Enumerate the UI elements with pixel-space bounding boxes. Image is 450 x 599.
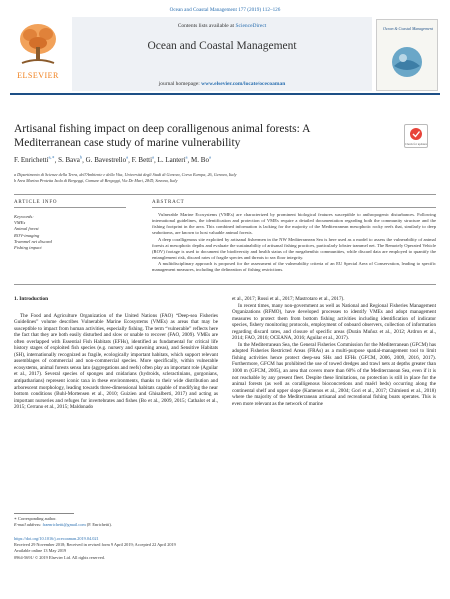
keywords-label: Keywords: bbox=[14, 214, 34, 219]
publisher-name: ELSEVIER bbox=[17, 71, 59, 80]
received-dates: Received 29 November 2018; Received in revised form 9 April 2019; Accepted 22 April 2019 bbox=[14, 542, 176, 548]
abstract-heading: ABSTRACT bbox=[152, 200, 185, 205]
available-online: Available online 13 May 2019 bbox=[14, 548, 67, 554]
author[interactable]: F. Betti$^a$ bbox=[131, 155, 155, 165]
keyword: VMEs bbox=[14, 220, 26, 226]
doi-link[interactable]: https://doi.org/10.1016/j.ocecoaman.2019.04.021 bbox=[14, 536, 99, 541]
keyword: ROV-imaging bbox=[14, 232, 40, 238]
contents-line bbox=[72, 23, 372, 29]
affiliation-b: b Area Marina Protetta Isola di Bergeggi, Comune di Bergeggi, Via De Mari, 28/D, Savona, Italy bbox=[14, 178, 178, 183]
corresponding-author-note: ∗ Corresponding author. bbox=[14, 516, 57, 521]
article-info-heading: ARTICLE INFO bbox=[14, 200, 58, 205]
keyword: Fishing impact bbox=[14, 245, 42, 251]
author-list: F. Enrichetti$^{a,∗}$, S. Bava$^b$, G. Bavestrello$^a$, F. Betti$^a$, L. Lanteri$^a$, M. Bo$^a$ bbox=[14, 155, 211, 165]
email-link[interactable]: fraenrichetti@gmail.com bbox=[42, 522, 86, 527]
author[interactable]: F. Enrichetti$^{a,∗}$ bbox=[14, 155, 55, 165]
author[interactable]: S. Bava$^b$ bbox=[58, 155, 83, 165]
check-updates-label: Check for updates bbox=[405, 142, 427, 146]
cover-title: Ocean & Coastal Management bbox=[383, 26, 433, 31]
contents-prefix: Contents lists available at bbox=[177, 23, 236, 29]
journal-homepage bbox=[72, 81, 372, 87]
journal-cover-thumbnail bbox=[376, 19, 438, 91]
cover-art-icon bbox=[389, 44, 425, 80]
keyword: Animal forest bbox=[14, 226, 39, 232]
author[interactable]: M. Bo$^a$ bbox=[191, 155, 211, 165]
body-paragraph: In the Mediterranean Sea, the General Fisheries Commission for the Mediterranean (GFCM) has adopted Fisheries Restricted Areas (FRAs) as a multi-purpose spatial-management tool to limit fishing activities hence protect deep-sea SHs and EFHs (GFCM, 2006, 2009, 2016, 2017). Furthermore, GFCM has prohibited the use of towed dredges and trawl nets at depths greater than 1000 m (GFCM, 2005), an area that covers more than 60% of the Mediterranean Sea, even if it is not reachable by any present fleet. Despite these limitations, no protection is still in place for the animal forests (as well as coralligenous bioconcretions and maërl beds) occurring along the continental shelf and upper slope (Kamenos et al., 2004; Gori et al., 2017; Chimienti et al., 2018) where the majority of the Mediterranean artisanal and recreational fishing boats operates. This is even more relevant as the network of marine bbox=[232, 341, 436, 407]
keyword: Trammel net discard bbox=[14, 238, 52, 244]
divider bbox=[152, 207, 436, 208]
divider bbox=[14, 194, 436, 195]
abstract-paragraph: A deep coralligenous site exploited by artisanal fishermen in the NW Mediterranean Sea is here used as a model to assess the vulnerability of animal forests at mesophotic depths and evaluate the sustainability of artisanal fishing practices, particularly lobster trammel net. The Remotely Operated Vehicle (ROV) footage is used to document the biodiversity and health status of the megabenthic communities, while discard data are employed to quantify the entanglement risk, discard rates of fragile species and threats to sea floor integrity. bbox=[152, 236, 436, 261]
body-paragraph: The Food and Agriculture Organization of the United Nations (FAO) “Deep-sea Fisheries Guidelines” volume describes Vulnerable Marine Ecosystems (VMEs) as areas that may be susceptible to impact from human activities, especially fishing. The term “vulnerable” reflects here the fact that they are both easily disturbed and slow or unable to recover (FAO, 2009). VMEs are often overlapped with Essential Fish Habitats (EFHs), identified as fundamental for critical life history stages of exploited fish species (e.g. nursery and spawning areas), and Sensitive Habitats (SH), internationally recognized as fragile, ecologically important habitats, which support relevant assemblages of commercial and non-commercial species. More specifically, within vulnerable ecosystems, animal forests sensu lato (aggregations and reefs) often play an important role (Aguilar et al., 2017). Several species of sponges and cnidarians (hydroids, scleractinians, gorgonians, antipatharians) represent iconic taxa in these environments, thanks to their wide distribution and arborescent morphology, leading towards three-dimensional habitats capable of modifying the near bottom conditions (Buhl-Mortensen et al., 2010; Guizien and Ghisalberti, 2017) and acting as important nurseries and refuges for invertebrates and fishes (Bo et al., 2009, 2015; Cathalot et al., 2015; Cerrano et al., 2015; Maldonado bbox=[14, 312, 218, 411]
abstract-paragraph: A multidisciplinary approach is proposed for the assessment of the vulnerability criteria of an EU Special Area of Conservation, leading to specific management measures, including the delineation of fishing restrictions. bbox=[152, 261, 436, 273]
body-paragraph: In recent times, many non-government as well as National and Regional Fisheries Management Organizations (RFMO), have developed processes to identify VMEs and adopt management measures to protect them from bottom fishing activities including identification of indicator species, fishery monitoring protocols, employment of onboard observers, collection of information regarding discard rates, and closure of specific areas (Durán Muñoz et al., 2012; Ardron et al., 2014; FAO, 2016; OCEANA, 2016; Aguilar et al., 2017). bbox=[232, 302, 436, 342]
divider bbox=[14, 284, 436, 285]
journal-banner bbox=[72, 17, 372, 91]
email-line: E-mail address: fraenrichetti@gmail.com (F. Enrichetti). bbox=[14, 522, 112, 527]
homepage-prefix: journal homepage: bbox=[158, 81, 202, 87]
journal-reference[interactable]: Ocean and Coastal Management 177 (2019) 112–126 bbox=[169, 7, 281, 13]
elsevier-tree-icon bbox=[16, 21, 60, 67]
footnote bbox=[14, 516, 112, 528]
author[interactable]: L. Lanteri$^a$ bbox=[157, 155, 188, 165]
publication-info bbox=[14, 536, 176, 561]
article-title: Artisanal fishing impact on deep coralligenous animal forests: A Mediterranean case study of marine vulnerability bbox=[14, 123, 310, 149]
body-paragraph: et al., 2017; Rossi et al., 2017; Mastrotaro et al., 2017). bbox=[232, 296, 345, 302]
check-for-updates-badge[interactable] bbox=[404, 124, 428, 148]
section-heading-introduction: 1. Introduction bbox=[14, 296, 49, 302]
affiliation-a: a Dipartimento di Scienze della Terra, dell'Ambiente e della Vita, Università degli Studi di Genova, Corso Europa, 26, Genova, Italy bbox=[14, 172, 237, 177]
footnote-divider bbox=[14, 513, 74, 514]
check-updates-icon bbox=[405, 126, 427, 142]
abstract-paragraph: Vulnerable Marine Ecosystems (VMEs) are characterized by prominent biological features susceptible to anthropogenic disturbances. Following international guidelines, the identification and protection of VMEs require a detailed documentation regarding both the community structure and the fishing footprint in the area. This combined information is lacking for the majority of the Mediterranean mesophotic rocky reefs that, similarly to deep seabottoms, are known to host valuable animal forests. bbox=[152, 212, 436, 236]
sciencedirect-link[interactable]: ScienceDirect bbox=[235, 23, 267, 29]
abstract-text bbox=[152, 212, 436, 274]
divider bbox=[14, 207, 126, 208]
author[interactable]: G. Bavestrello$^a$ bbox=[85, 155, 129, 165]
copyright: 0964-5691/ © 2019 Elsevier Ltd. All rights reserved. bbox=[14, 554, 105, 560]
homepage-link[interactable]: www.elsevier.com/locate/ocecoaman bbox=[201, 81, 286, 87]
elsevier-logo bbox=[10, 17, 66, 93]
journal-header bbox=[10, 17, 440, 95]
body-column-right bbox=[232, 296, 436, 407]
journal-title: Ocean and Coastal Management bbox=[147, 40, 297, 52]
keywords-list bbox=[14, 214, 124, 251]
body-column-left bbox=[14, 296, 218, 411]
